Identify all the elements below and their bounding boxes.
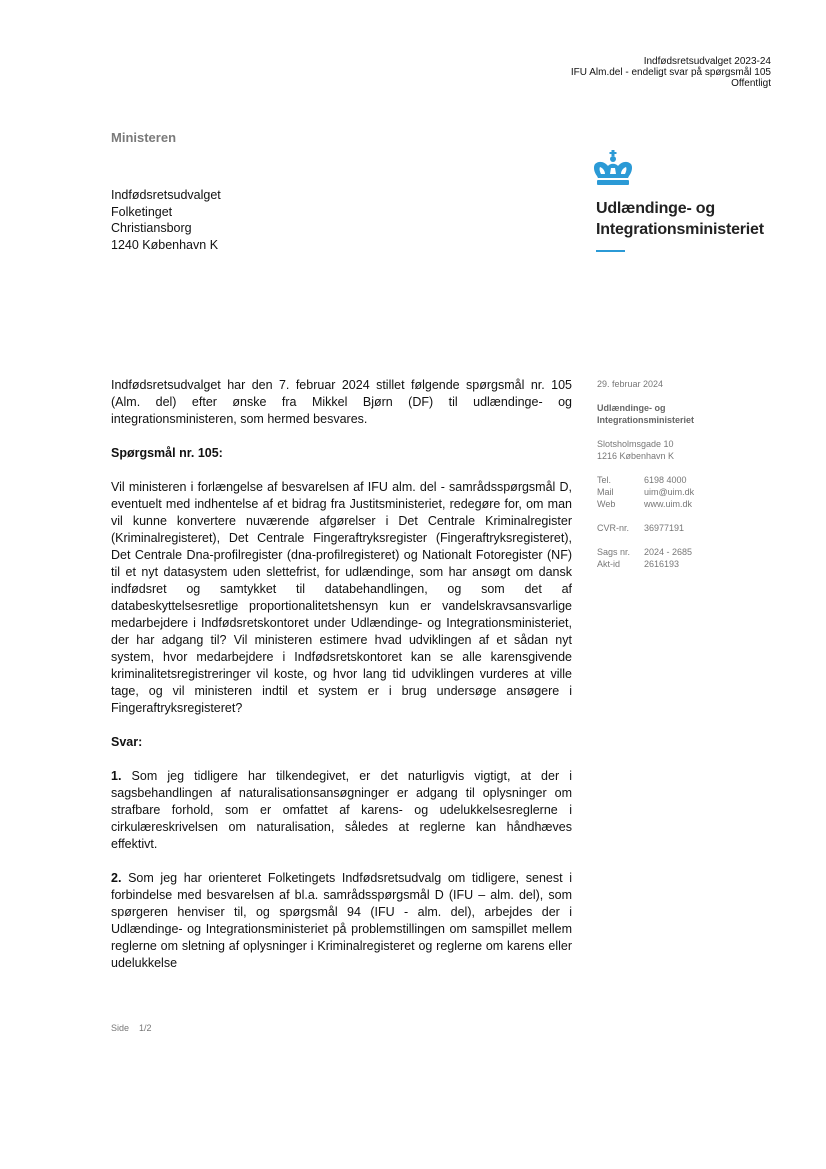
recipient-line: 1240 København K <box>111 237 219 252</box>
case-label: Akt-id <box>597 559 621 569</box>
contact-mail <box>597 486 694 498</box>
sidebar-case <box>597 546 694 570</box>
page-number: 1/2 <box>139 1023 152 1033</box>
contact-value: 6198 4000 <box>644 475 687 485</box>
recipient-line: Christiansborg <box>111 221 192 235</box>
answer-paragraph-2 <box>111 870 572 972</box>
logo-accent-line <box>596 250 625 252</box>
contact-label: Mail <box>597 487 614 497</box>
page-footer <box>111 1023 152 1033</box>
header-committee: Indfødsretsudvalget 2023-24 <box>643 56 771 67</box>
sender-label: Ministeren <box>111 130 177 145</box>
answer-text: Som jeg har orienteret Folketingets Indfødsretsudvalg om tidligere, senest i forbindelse med besvarelsen af bl.a. samrådsspørgsmål D (IFU – alm. del), som spørgeren henviser til, og spørgsmål 94 (IFU - alm. del), arbejdes der i Udlændinge- og Integrationsministeriet på problemstillingen om samspillet mellem reglerne om sletning af oplysninger i Kriminalregisteret og reglerne om karens eller udelukkelse <box>111 871 572 970</box>
sidebar-org <box>597 402 694 426</box>
contact-phone <box>597 474 694 486</box>
header-reference: IFU Alm.del - endeligt svar på spørgsmål 105 <box>570 67 771 78</box>
org-line-2: Integrationsministeriet <box>597 415 695 425</box>
cvr-value: 36977191 <box>644 523 685 533</box>
address-line-1: Slotsholmsgade 10 <box>597 439 674 449</box>
contact-label: Web <box>597 499 616 509</box>
case-value: 2616193 <box>644 559 680 569</box>
recipient-line: Folketinget <box>111 204 173 219</box>
cvr-label: CVR-nr. <box>597 523 630 533</box>
document-header <box>571 56 771 89</box>
contact-value: uim@uim.dk <box>644 487 695 497</box>
org-line-1: Udlændinge- og <box>597 403 666 413</box>
answer-paragraph-1 <box>111 768 572 853</box>
intro-paragraph: Indfødsretsudvalget har den 7. februar 2024 stillet følgende spørgsmål nr. 105 (Alm. del) efter ønske fra Mikkel Bjørn (DF) til udlændinge- og integrationsministeren, som hermed besvares. <box>111 378 572 426</box>
letter-body <box>111 377 572 989</box>
page-label: Side <box>111 1023 130 1033</box>
logo-line-1: Udlændinge- og <box>596 200 715 217</box>
cvr-row <box>597 522 694 534</box>
question-paragraph: Vil ministeren i forlængelse af besvarelsen af IFU alm. del - samrådsspørgsmål D, eventuelt med indhentelse af et bidrag fra Justitsministeriet, redegøre for, om man vil kunne konvertere nuværende afgørelser i Det Centrale Kriminalregister (Kriminalregisteret), Det Centrale Fingeraftryksregister (Fingeraftryksregisteret), Det Centrale Dna-profilregister (dna-profilregisteret) og Nationalt Fotoregister (NF) til et nyt datasystem uden slettefrist, for udlændinge, som har ansøgt om dansk indfødsret og samtykket til databehandlingen, og som det af databeskyttelsesretlige proportionalitetshensyn kun er vandelskravsansvarlige medarbejdere i Indfødsretskontoret under Udlændinge- og Integrationsministeriet, der har adgang til? Vil ministeren estimere hvad udviklingen af et sådan nyt system, hvor medarbejdere i Indfødsretskontoret kan se alle karensgivende kriminalitetsregistreringer vil koste, og hvor lang tid udviklingen vurderes at ville tage, og vil ministeren indtil et system er i brug undersøge ansøgere i Fingeraftryksregisteret? <box>111 480 572 715</box>
ministry-logo-text <box>596 198 764 240</box>
contact-value: www.uim.dk <box>644 499 693 509</box>
letter-date: 29. februar 2024 <box>597 379 664 389</box>
crown-icon <box>591 150 635 190</box>
sidebar-info <box>597 378 694 582</box>
case-value: 2024 - 2685 <box>644 547 693 557</box>
sidebar-address <box>597 438 694 462</box>
recipient-address <box>111 187 221 253</box>
address-line-2: 1216 København K <box>597 451 675 461</box>
answer-heading: Svar: <box>111 735 143 749</box>
recipient-line: Indfødsretsudvalget <box>111 188 221 202</box>
logo-line-2: Integrationsministeriet <box>596 221 764 238</box>
question-heading: Spørgsmål nr. 105: <box>111 446 223 460</box>
contact-label: Tel. <box>597 475 612 485</box>
contact-web <box>597 498 694 510</box>
answer-number: 2. <box>111 871 122 885</box>
sidebar-contact <box>597 474 694 510</box>
sidebar-cvr <box>597 522 694 534</box>
answer-number: 1. <box>111 769 122 783</box>
header-classification: Offentligt <box>731 78 771 89</box>
act-id-row <box>597 558 694 570</box>
case-label: Sags nr. <box>597 547 631 557</box>
answer-text: Som jeg tidligere har tilkendegivet, er det naturligvis vigtigt, at der i sagsbehandlingen af naturalisationsansøgninger er adgang til oplysninger om strafbare forhold, som er omfattet af karens- og udelukkelsesreglerne i cirkulæreskrivelsen om naturalisation, således at reglerne kan håndhæves effektivt. <box>111 769 572 851</box>
case-number-row <box>597 546 694 558</box>
